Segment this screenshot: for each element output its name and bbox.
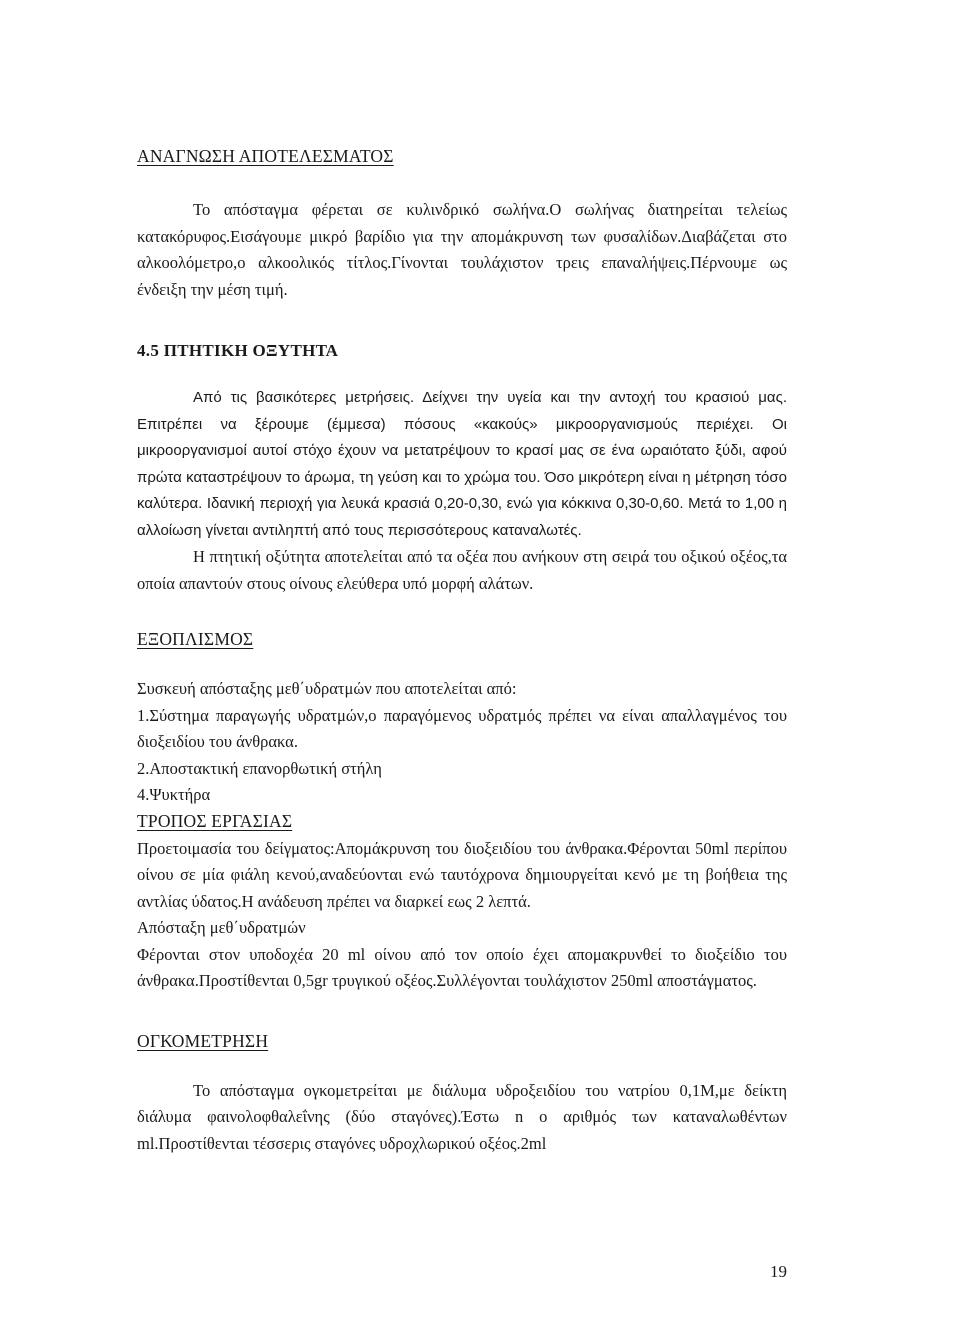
page-content <box>137 146 787 1157</box>
section-heading-equipment: ΕΞΟΠΛΙΣΜΟΣ <box>137 629 254 649</box>
equipment-line-3: 2.Αποστακτική επανορθωτική στήλη <box>137 758 382 778</box>
result-reading-paragraph: Το απόσταγμα φέρεται σε κυλινδρικό σωλήνα.Ο σωλήνας διατηρείται τελείως κατακόρυφος.Εισάγουμε μικρό βαρίδιο για την απομάκρυνση των φυσαλίδων.Διαβάζεται στο αλκοολόμετρο,ο αλκοολικός τίτλος.Γίνονται τουλάχιστον τρεις επαναλήψεις.Πέρνουμε ως ένδειξη την μέση τιμή. <box>137 200 787 299</box>
page-number: 19 <box>770 1262 787 1281</box>
equipment-line-1: Συσκευή απόσταξης μεθ΄υδρατμών που αποτελείται από: <box>137 679 517 698</box>
procedure-line-2: Απόσταξη μεθ΄υδρατμών <box>137 918 306 937</box>
procedure-paragraph-3: Φέρονται στον υποδοχέα 20 ml οίνου από τον οποίο έχει απομακρυνθεί το διοξείδιο του άνθρακα.Προστίθενται 0,5gr τρυγικού οξέος.Συλλέγονται τουλάχιστον 250ml αποστάγματος. <box>137 944 787 990</box>
section-heading-titration: ΟΓΚΟΜΕΤΡΗΣΗ <box>137 1030 269 1051</box>
volatile-acidity-paragraph-1: Από τις βασικότερες μετρήσεις. Δείχνει την υγεία και την αντοχή του κρασιού μας. Επιτρέπει να ξέρουμε (έμμεσα) πόσους «κακούς» μικροοργανισμούς περιέχει. Οι μικροοργανισμοί αυτοί στόχο έχουν να μετατρέψουν το κρασί μας σε ένα ωραιότατο ξύδι, αφού πρώτα καταστρέψουν το άρωμα, τη γεύση και το χρώμα του. Όσο μικρότερη είναι η μέτρηση τόσο καλύτερα. Ιδανική περιοχή για λευκά κρασιά 0,20-0,30, ενώ για κόκκινα 0,30-0,60. Μετά το 1,00 η αλλοίωση γίνεται αντιληπτή από τους περισσότερους καταναλωτές. <box>137 389 787 539</box>
section-heading-result-reading: ΑΝΑΓΝΩΣΗ ΑΠΟΤΕΛΕΣΜΑΤΟΣ <box>137 146 394 166</box>
equipment-line-2: 1.Σύστημα παραγωγής υδρατμών,ο παραγόμενος υδρατμός πρέπει να είναι απαλλαγμένος του διοξειδίου του άνθρακα. <box>137 705 787 751</box>
equipment-line-4: 4.Ψυκτήρα <box>137 785 211 804</box>
section-heading-volatile-acidity: 4.5 ΠΤΗΤΙΚΗ ΟΞΥΤΗΤΑ <box>137 341 339 360</box>
procedure-paragraph-1: Προετοιμασία του δείγματος:Απομάκρυνση του διοξειδίου του άνθρακα.Φέρονται 50ml περίπου οίνου σε μία φιάλη κενού,αναδεύονται ενώ ταυτόχρονα δημιουργείται κενό με τη βοήθεια της αντλίας ύδατος.Η ανάδευση πρέπει να διαρκεί εως 2 λεπτά. <box>137 838 787 911</box>
volatile-acidity-paragraph-2: Η πτητική οξύτητα αποτελείται από τα οξέα που ανήκουν στη σειρά του οξικού οξέος,τα οποία απαντούν στους οίνους ελεύθερα υπό μορφή αλάτων. <box>137 547 787 593</box>
titration-paragraph: Το απόσταγμα ογκομετρείται με διάλυμα υδροξειδίου του νατρίου 0,1Μ,με δείκτη διάλυμα φαινολοφθαλεΐνης (δύο σταγόνες).Έστω n ο αριθμός των καταναλωθέντων ml.Προστίθενται τέσσερις σταγόνες υδροχλωρικού οξέος.2ml <box>137 1080 787 1153</box>
section-heading-procedure: ΤΡΟΠΟΣ ΕΡΓΑΣΙΑΣ <box>137 810 293 831</box>
